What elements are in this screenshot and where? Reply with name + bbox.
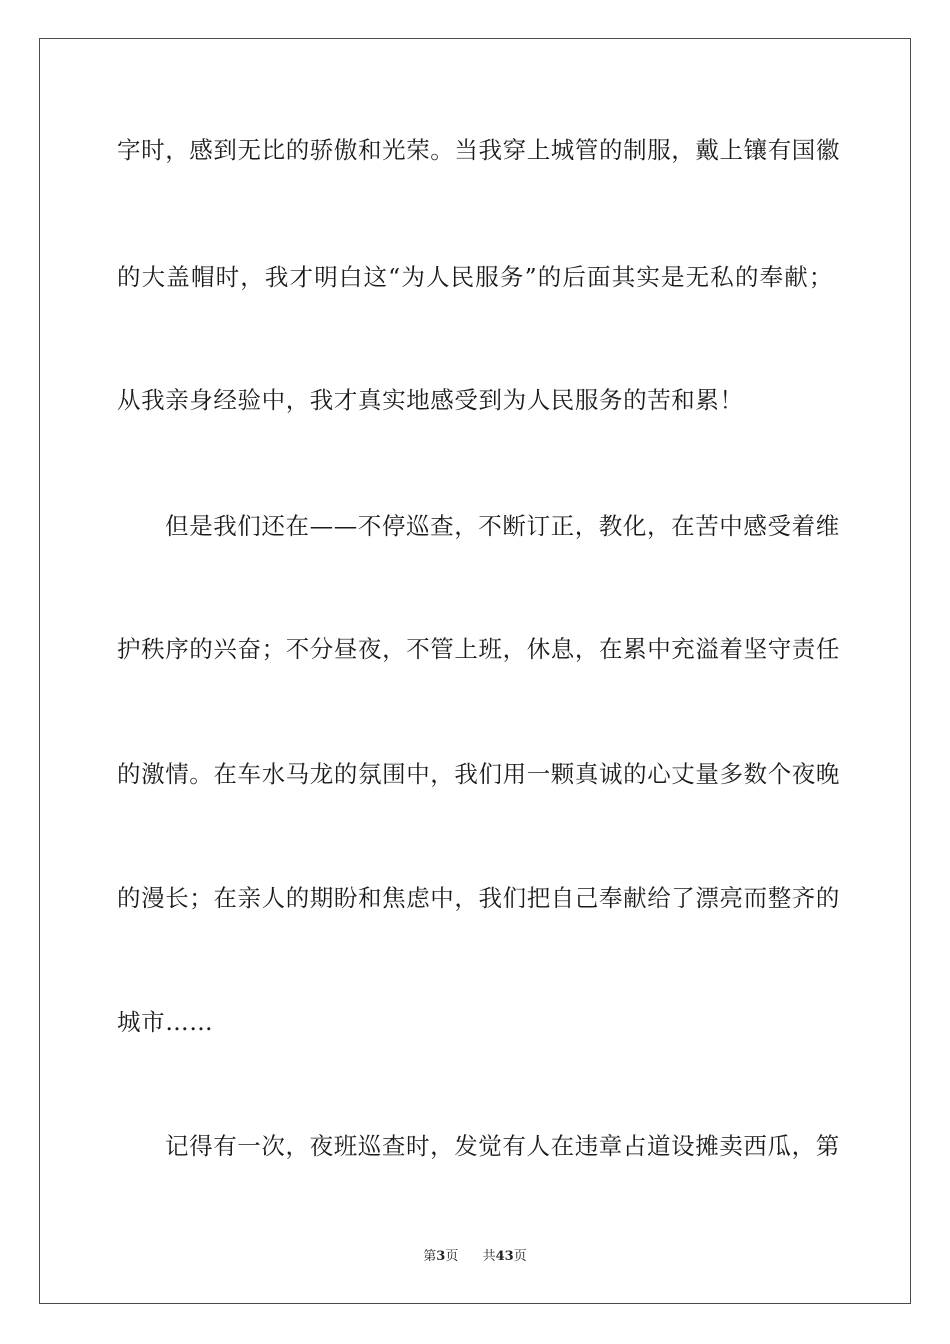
total-pages: 43 xyxy=(495,1249,514,1264)
page-number: 3 xyxy=(436,1249,446,1264)
body-text-line-paragraph-start: 但是我们还在——不停巡查，不断订正，教化，在苦中感受着维 xyxy=(165,512,840,540)
page-footer xyxy=(0,1248,950,1266)
page-number-label: 第3页 xyxy=(423,1249,459,1264)
body-text-line: 城市…… xyxy=(117,1008,214,1036)
body-text-line: 的激情。在车水马龙的氛围中，我们用一颗真诚的心丈量多数个夜晚 xyxy=(117,760,840,788)
body-text-line: 的大盖帽时，我才明白这“为人民服务”的后面其实是无私的奉献； xyxy=(117,263,833,291)
page-border xyxy=(39,38,911,1304)
body-text-line-paragraph-start: 记得有一次，夜班巡查时，发觉有人在违章占道设摊卖西瓜，第 xyxy=(165,1132,840,1160)
body-text-line: 字时，感到无比的骄傲和光荣。当我穿上城管的制服，戴上镶有国徽 xyxy=(117,136,840,164)
body-text-line: 护秩序的兴奋；不分昼夜，不管上班，休息，在累中充溢着坚守责任 xyxy=(117,635,840,663)
body-text-line: 从我亲身经验中，我才真实地感受到为人民服务的苦和累！ xyxy=(117,386,744,414)
total-pages-label: 共43页 xyxy=(482,1249,527,1264)
body-text-line: 的漫长；在亲人的期盼和焦虑中，我们把自己奉献给了漂亮而整齐的 xyxy=(117,884,840,912)
